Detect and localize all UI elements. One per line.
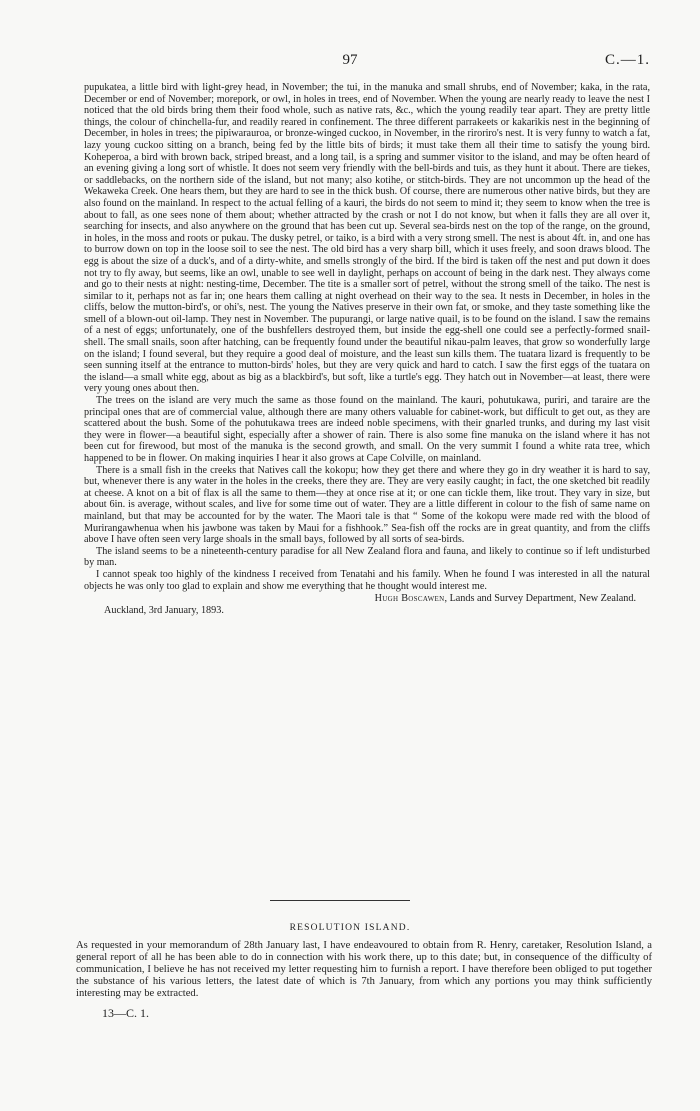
signature-name: Hugh Boscawen	[374, 593, 445, 605]
signature	[375, 593, 636, 605]
sheet-mark: 13—C. 1.	[102, 1006, 150, 1020]
paragraph-trees: The trees on the island are very much the same as those found on the mainland. The kauri, pohutukawa, puriri, and taraire are the principal ones that are of commercial value, although there are many others valuable for cabinet-work, but difficult to get out, as they are scattered about the bush. Some of the pohutukawa trees are indeed noble specimens, with their gnarled trunks, and during my last visit they were in flower—a beautiful sight, especially after a shower of rain. There is also some fine manuka on the island where it has not been cut for firewood, but most of the manuka is the second growth, and small. On the very summit I found a white rata tree, which happened to be in flower. On making inquiries I hear it also grows at Cape Colville, on mainland.	[84, 395, 650, 464]
section-heading: RESOLUTION ISLAND.	[289, 923, 411, 933]
section-body	[76, 940, 652, 1000]
signature-affiliation: , Lands and Survey Department, New Zealand.	[444, 593, 636, 605]
dateline: Auckland, 3rd January, 1893.	[104, 605, 224, 617]
section-divider	[270, 900, 410, 901]
document-reference: C.—1.	[604, 52, 650, 68]
paragraph-resolution: As requested in your memorandum of 28th January last, I have endeavoured to obtain from R. Henry, caretaker, Resolution Island, a general report of all he has been able to do in connection with his work there, up to this date; but, in consequence of the difficulty of communication, I believe he has not received my letter requesting him to furnish a report. I have therefore been obliged to put together the substance of his various letters, the latest date of which is 7th January, from which any portions you may think sufficiently interesting may be extracted.	[76, 940, 652, 999]
article-body	[84, 82, 650, 617]
paragraph-fish: There is a small fish in the creeks that Natives call the kokopu; how they get there and where they go in dry weather it is hard to say, but, whenever there is any water in the holes in the creeks, there they are. They are very easily caught; in fact, the one sketched bit readily at cheese. A knot on a bit of flax is all the same to them—they at once rise at it; or one can tickle them, like trout. They vary in size, but about 6in. is average, without scales, and live for some time out of water. They are a little different in colour to the fish of same name on mainland, but that may be accounted for by the water. The Maori tale is that “ Some of the kokopu were made red with the blood of Murirangawhenua when his jawbone was taken by Maui for a fishhook.” Sea-fish off the rocks are in great quantity, and from the cliffs above I have often seen very large shoals in the small bays, followed by all sorts of sea-birds.	[84, 464, 650, 546]
signature-block	[84, 593, 650, 617]
paragraph-thanks: I cannot speak too highly of the kindness I received from Tenatahi and his family. When he found I was interested in all the natural objects he was only too glad to explain and show me everything that he thought would interest me.	[84, 568, 650, 592]
page-number: 97	[342, 52, 358, 68]
paragraph-birds: pupukatea, a little bird with light-grey head, in November; the tui, in the manuka and small shrubs, end of November; kaka, in the rata, December or end of November; morepork, or owl, in holes in trees, end of November. When the young are nearly ready to leave the nest I noticed that the old birds bring them their food whole, such as native rats, &c., which the young readily tear apart. They are pretty little things, the colour of chinchella-fur, and readily reared in confinement. The three different parrakeets or kakarikis nest in the beginning of December, in holes in trees; the pipiwarauroa, or bronze-winged cuckoo, in November, in the riroriro's nest. It is very funny to watch a fat, lazy young cuckoo sitting on a branch, being fed by the little bits of birds; it must take them all their time to satisfy the young bird. Koheperoa, a bird with brown back, striped breast, and a long tail, is a spring and summer visitor to the island, and may be often heard of an evening giving a long sort of whistle. It does not seem very friendly with the bell-birds and tuis, as they hunt it about. There are tiekes, or saddlebacks, on the northern side of the island, but not many; also kotihe, or stitch-birds. They are not uncommon up the head of the Wekaweka Creek. One hears them, but they are hard to see in the thick bush. Of course, there are numerous other native birds, but they are also found on the mainland. In respect to the actual felling of a kauri, the birds do not seem to mind it; they seem to know when the tree is about to fall, as one sees none of them about; whether attracted by the crash or not I do not know, but when it falls they are all over it, searching for insects, and also anywhere on the ground that has been cut up. Several sea-birds nest on the top of the range, on the ground, in holes, in the moss and roots or pukau. The dusky petrel, or taiko, is a bird with a very strong smell. The nest is about 4ft. in, and one has to burrow down on top in the loose soil to see the nest. The old bird has a very sharp bill, which it uses freely, and soon draws blood. The egg is about the size of a duck's, and of a dirty-white, and smells strongly of the bird. If the bird is taken off the nest and put down it does not try to fly away, but seems, like an owl, unable to see well in daylight, perhaps on account of being in the dark nest. They always come and go to their nests at night: nesting-time, December. The tite is a smaller sort of petrel, without the strong smell of the taiko. The nest is similar to it, perhaps not as far in; one hears them calling at night overhead on their way to the sea. It nests in December, in holes in the cliffs, below the mutton-bird's, or ohi's, nest. The young the Natives preserve in their own fat, or smoke, and they taste something like the smell of a blown-out oil-lamp. They nest in November. The pupurangi, or large native quail, is to be found on the island. I saw the remains of a nest of eggs; unfortunately, one of the bushfellers destroyed them, but inside the egg-shell one could see a perfectly-formed snail-shell. The small snails, soon after hatching, can be frequently found under the beautiful nikau-palm leaves, that grow so wonderfully large on the island; I found several, but they require a good deal of moisture, and the least sun kills them. The tuatara lizard is frequently to be seen sunning itself at the entrance to mutton-birds' holes, but they are very quick and hard to catch. I saw the first eggs of the tuatara on the island—a small white egg, about as big as a blackbird's, but soft, like a turtle's egg. They hatch out in November—at least, there were very young ones about then.	[84, 82, 650, 395]
paragraph-paradise: The island seems to be a nineteenth-century paradise for all New Zealand flora and fauna, and likely to continue so if left undisturbed by man.	[84, 545, 650, 569]
